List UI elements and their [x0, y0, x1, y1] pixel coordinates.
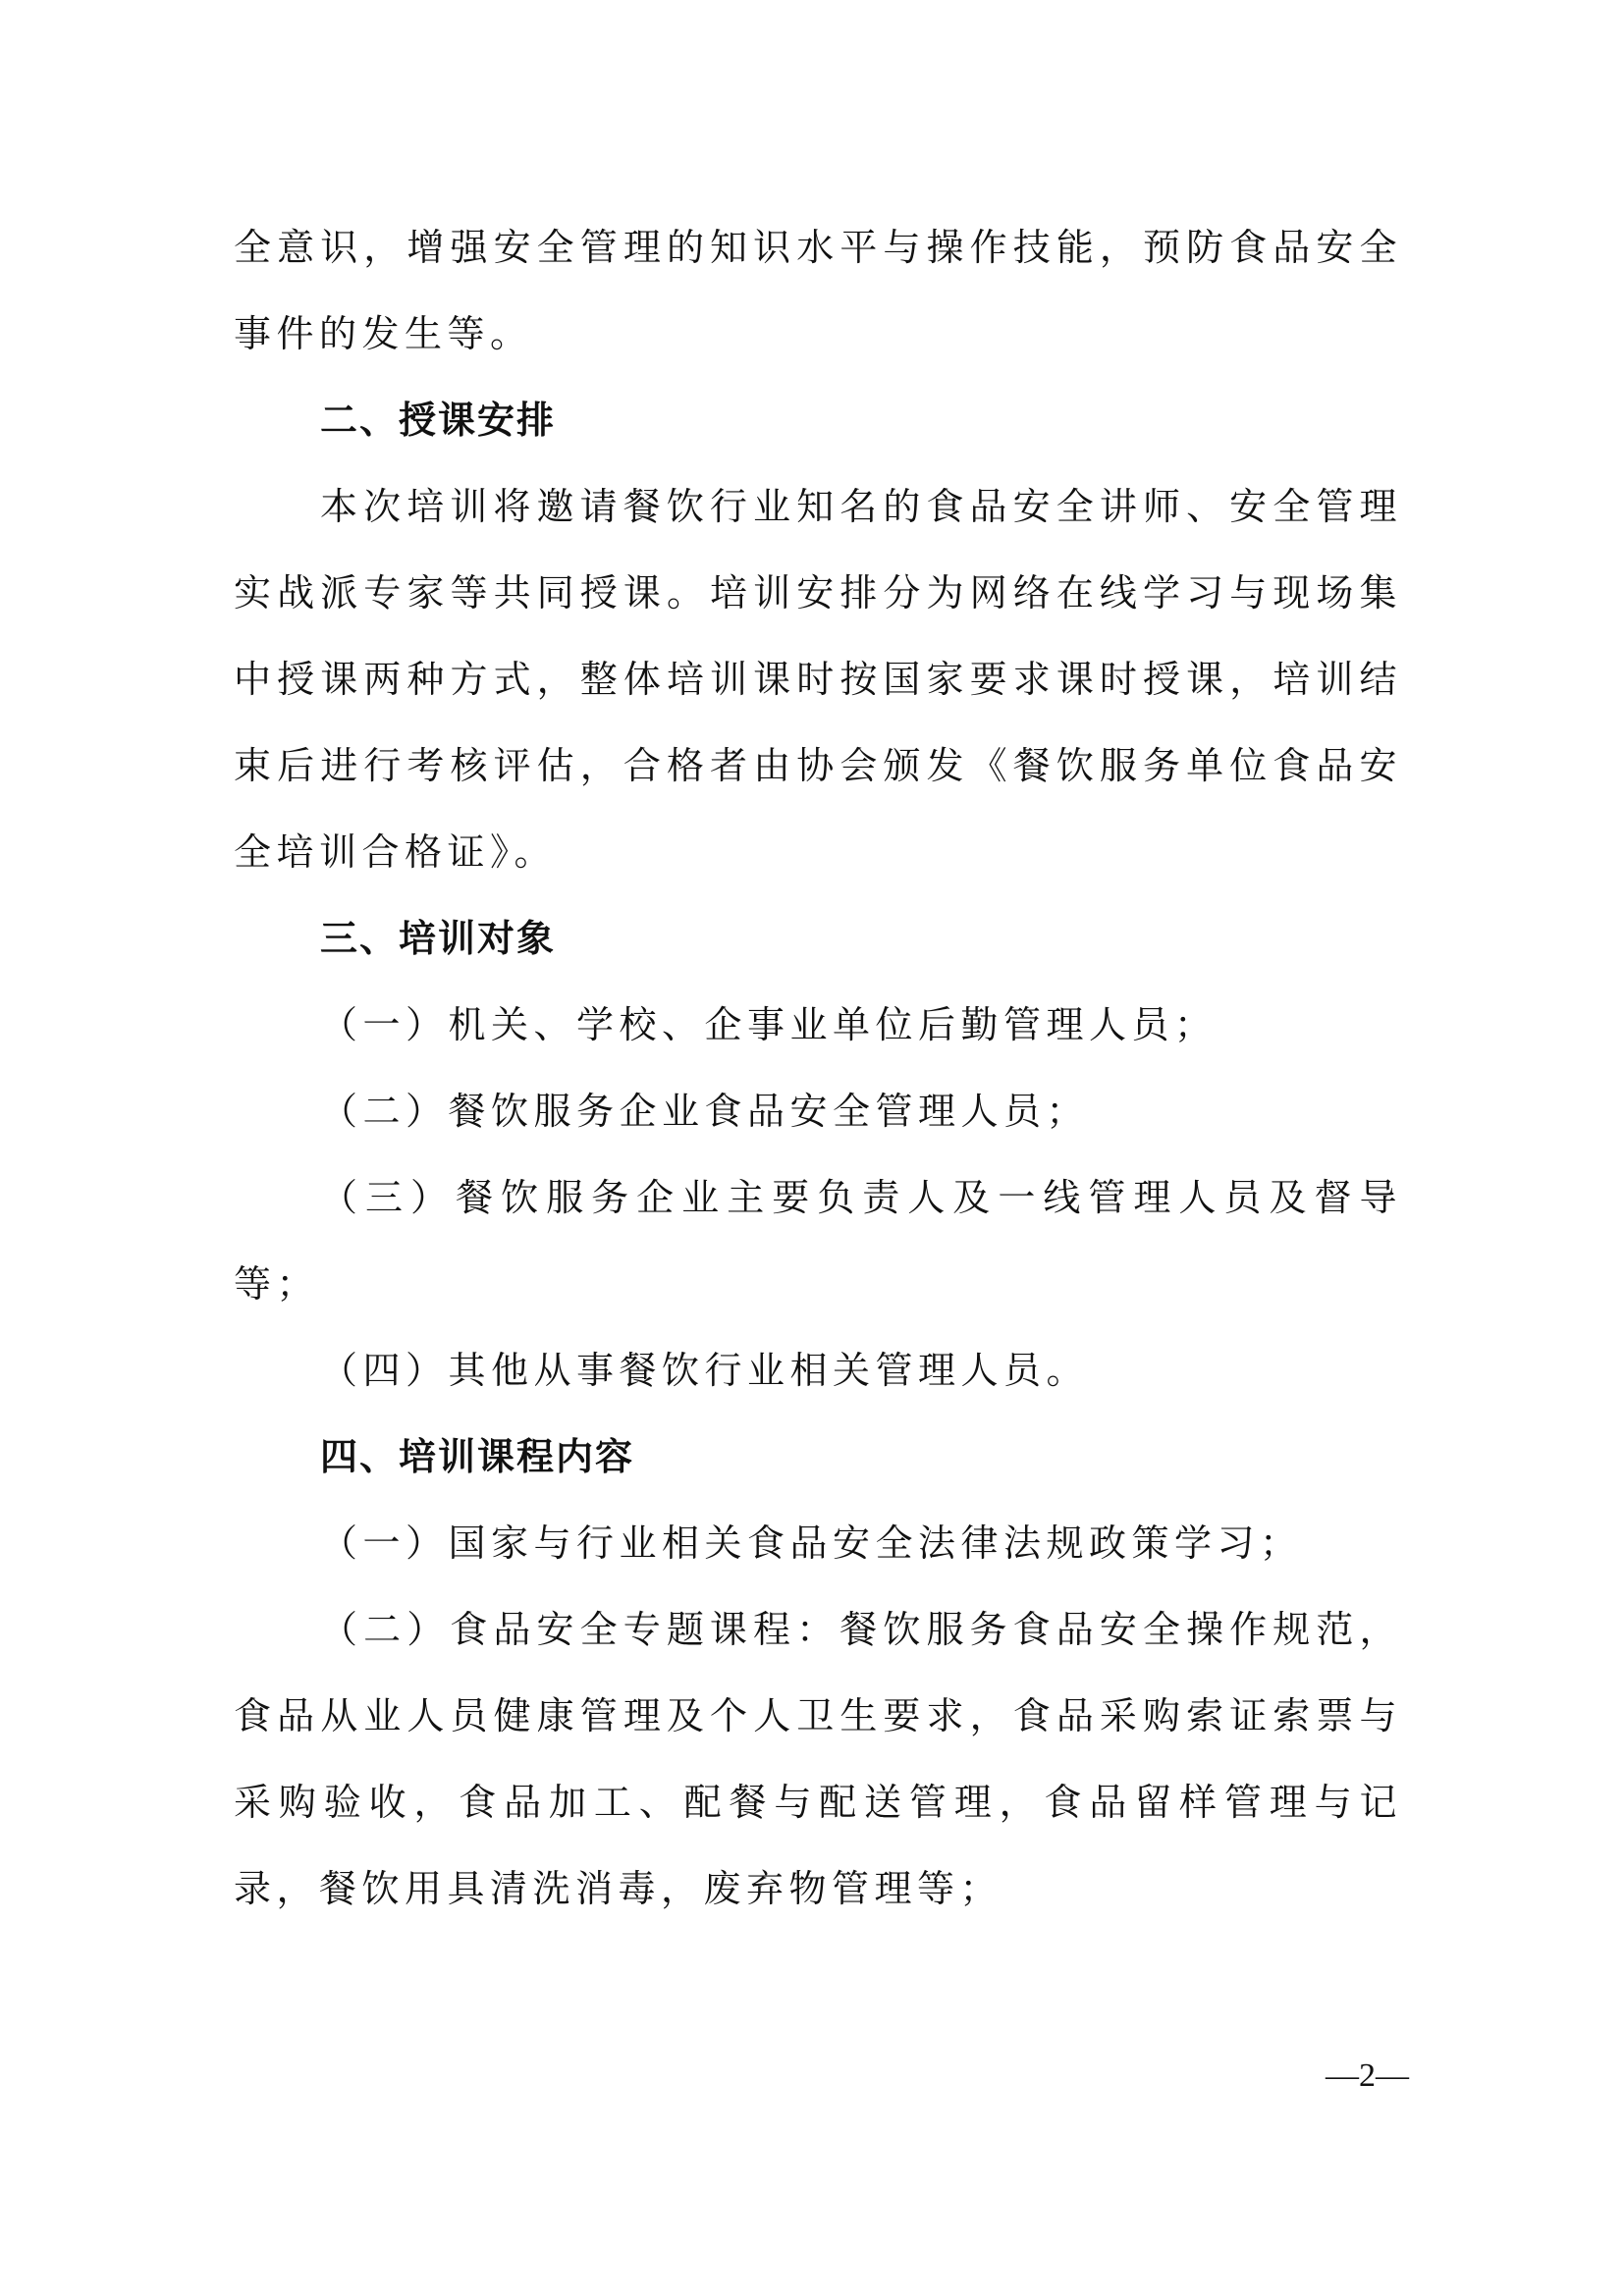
training-target-item: （二）餐饮服务企业食品安全管理人员；	[320, 1090, 1090, 1133]
teaching-arrangement-paragraph: 本次培训将邀请餐饮行业知名的食品安全讲师、安全管理实战派专家等共同授课。培训安排分为网络在线学习与现场集中授课两种方式，整体培训课时按国家要求课时授课，培训结束后进行考核评估，合格者由协会颁发《餐饮服务单位食品安全培训合格证》。	[234, 485, 1402, 874]
section-heading-course-content: 四、培训课程内容	[320, 1435, 635, 1478]
course-content-item: （二）食品安全专题课程：餐饮服务食品安全操作规范，食品从业人员健康管理及个人卫生要求，食品采购索证索票与采购验收，食品加工、配餐与配送管理，食品留样管理与记录，餐饮用具清洗消毒，废弃物管理等；	[234, 1608, 1402, 1910]
section-heading-teaching-arrangement: 二、授课安排	[320, 399, 557, 442]
page-number: —2—	[1326, 2057, 1409, 2094]
training-target-item: （四）其他从事餐饮行业相关管理人员。	[320, 1349, 1090, 1392]
training-target-item: （一）机关、学校、企事业单位后勤管理人员；	[320, 1003, 1218, 1046]
section-heading-training-targets: 三、培训对象	[320, 917, 557, 960]
course-content-item: （一）国家与行业相关食品安全法律法规政策学习；	[320, 1522, 1303, 1565]
training-target-item: （三）餐饮服务企业主要负责人及一线管理人员及督导等；	[234, 1176, 1402, 1306]
document-body	[234, 204, 1402, 1932]
intro-paragraph-tail: 全意识，增强安全管理的知识水平与操作技能，预防食品安全事件的发生等。	[234, 226, 1402, 355]
